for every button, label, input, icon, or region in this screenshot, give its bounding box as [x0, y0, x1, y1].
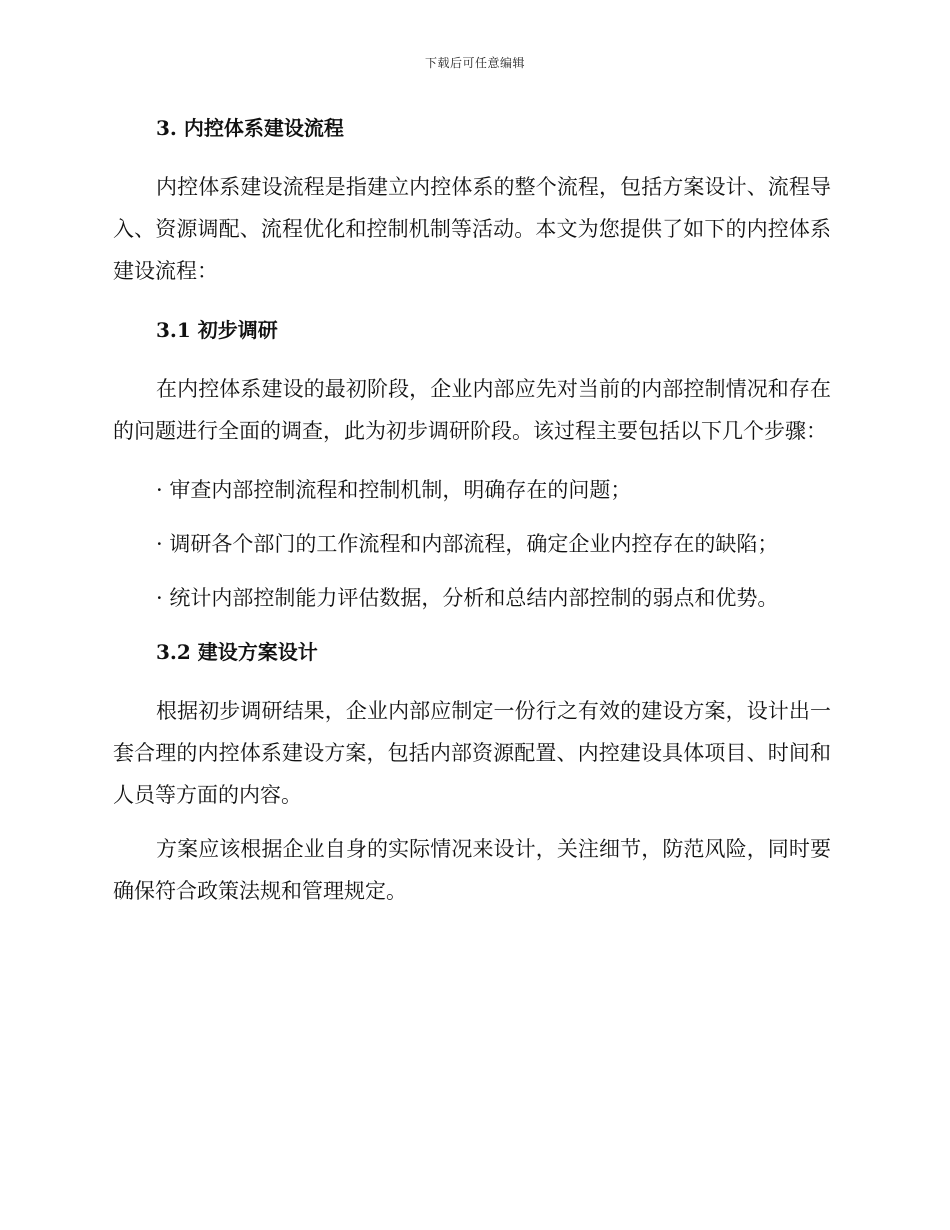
- section-3-2-paragraph-2: 方案应该根据企业自身的实际情况来设计，关注细节，防范风险，同时要确保符合政策法规和管理规定。: [113, 837, 831, 903]
- bullet-item-3: · 统计内部控制能力评估数据，分析和总结内部控制的弱点和优势。: [156, 586, 779, 610]
- document-body: [113, 112, 831, 912]
- section-3-2-paragraph-1: 根据初步调研结果，企业内部应制定一份行之有效的建设方案，设计出一套合理的内控体系建设方案，包括内部资源配置、内控建设具体项目、时间和人员等方面的内容。: [113, 699, 831, 807]
- section-3-1-paragraph: 在内控体系建设的最初阶段，企业内部应先对当前的内部控制情况和存在的问题进行全面的调查，此为初步调研阶段。该过程主要包括以下几个步骤：: [113, 377, 831, 443]
- section-3-1-title: 3.1 初步调研: [156, 318, 278, 342]
- bullet-item-1: · 审查内部控制流程和控制机制，明确存在的问题；: [156, 478, 632, 502]
- header-note: 下载后可任意编辑: [424, 56, 525, 70]
- section-3-2-title: 3.2 建设方案设计: [156, 640, 318, 664]
- bullet-item-2: · 调研各个部门的工作流程和内部流程，确定企业内控存在的缺陷；: [156, 532, 779, 556]
- section-3-paragraph: 内控体系建设流程是指建立内控体系的整个流程，包括方案设计、流程导入、资源调配、流程优化和控制机制等活动。本文为您提供了如下的内控体系建设流程：: [113, 175, 831, 283]
- section-3-title: 3. 内控体系建设流程: [156, 116, 344, 140]
